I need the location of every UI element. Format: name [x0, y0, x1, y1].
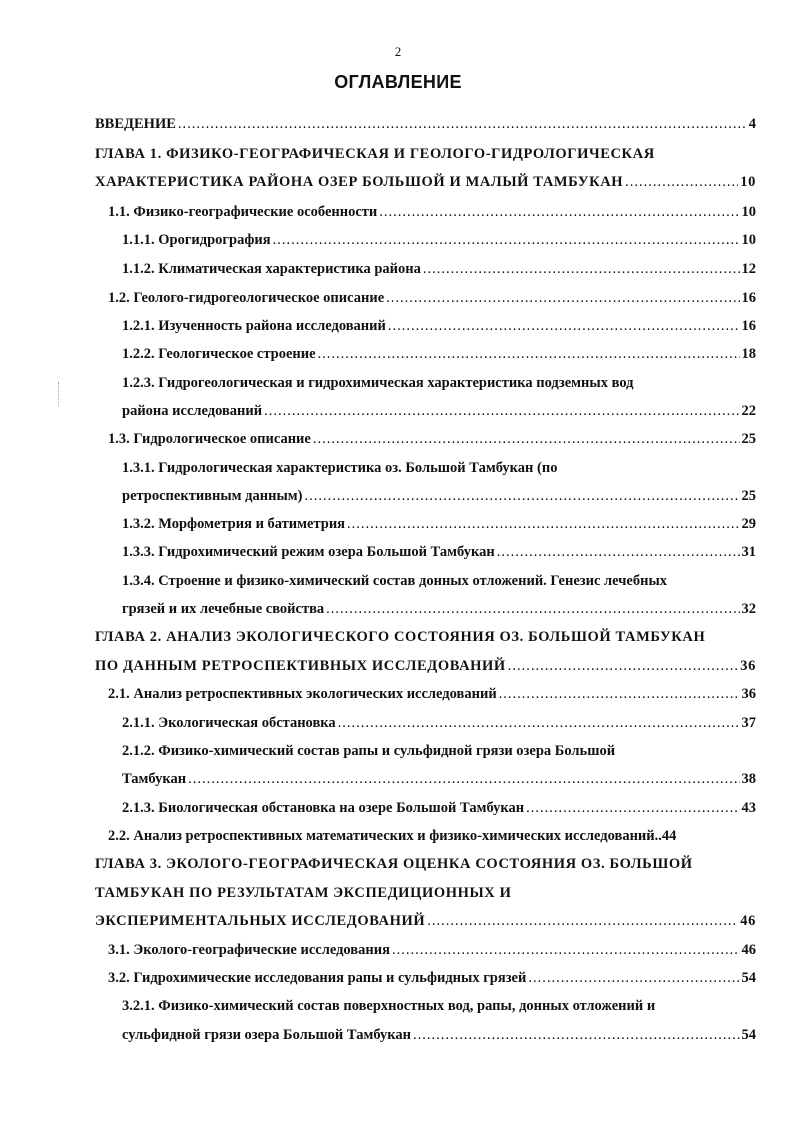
- toc-entry-page: 25: [741, 488, 756, 504]
- toc-entry-1-2-3[interactable]: [122, 375, 634, 392]
- toc-entry-text: ГЛАВА 3. ЭКОЛОГО-ГЕОГРАФИЧЕСКАЯ ОЦЕНКА СОСТОЯНИЯ ОЗ. БОЛЬШОЙ: [95, 856, 693, 872]
- toc-entry-page: 29: [741, 516, 756, 532]
- toc-entry-chapter-3-cont-2[interactable]: [95, 913, 756, 930]
- toc-entry-text: 2.1.2. Физико-химический состав рапы и сульфидной грязи озера Большой: [122, 743, 616, 759]
- toc-entry-page: 10: [740, 174, 756, 190]
- toc-entry-text: 1.3.2. Морфометрия и батиметрия: [122, 516, 346, 532]
- toc-entry-page: 4: [748, 116, 756, 132]
- toc-entry-page: 44: [661, 828, 677, 844]
- dot-leader: [379, 204, 739, 221]
- toc-entry-text: ЭКСПЕРИМЕНТАЛЬНЫХ ИССЛЕДОВАНИЙ: [95, 913, 426, 929]
- toc-entry-1-3-3[interactable]: [122, 544, 756, 561]
- dot-leader: [318, 346, 740, 363]
- toc-entry-page: 25: [741, 431, 756, 447]
- dot-leader: [528, 970, 739, 987]
- toc-entry-page: 46: [741, 942, 756, 958]
- toc-entry-2-1-1[interactable]: [122, 715, 756, 732]
- dot-leader: [305, 488, 740, 505]
- toc-entry-1-3[interactable]: [108, 431, 756, 448]
- toc-entry-text: ТАМБУКАН ПО РЕЗУЛЬТАТАМ ЭКСПЕДИЦИОННЫХ И: [95, 885, 512, 901]
- toc-entry-3-1[interactable]: [108, 942, 756, 959]
- toc-entry-page: 36: [740, 658, 756, 674]
- toc-entry-chapter-2[interactable]: [95, 629, 705, 646]
- toc-entry-text: Тамбукан: [122, 771, 187, 787]
- toc-entry-1-1[interactable]: [108, 204, 756, 221]
- toc-entry-text: 1.2.1. Изученность района исследований: [122, 318, 386, 334]
- toc-entry-text: 3.1. Эколого-географические исследования: [108, 942, 390, 958]
- toc-entry-text: 1.1.1. Орогидрография: [122, 232, 271, 248]
- dot-leader: [178, 116, 747, 133]
- dot-leader: [264, 403, 739, 420]
- dot-leader: [386, 290, 739, 307]
- dot-leader: [497, 544, 740, 561]
- toc-entry-chapter-1[interactable]: [95, 146, 655, 163]
- toc-entry-text: ХАРАКТЕРИСТИКА РАЙОНА ОЗЕР БОЛЬШОЙ И МАЛЫЙ ТАМБУКАН: [95, 174, 624, 190]
- toc-entry-3-2-1-cont[interactable]: [122, 1027, 756, 1044]
- toc-entry-page: 32: [741, 601, 756, 617]
- toc-entry-text: ГЛАВА 1. ФИЗИКО-ГЕОГРАФИЧЕСКАЯ И ГЕОЛОГО-ГИДРОЛОГИЧЕСКАЯ: [95, 146, 655, 162]
- dot-leader: [273, 232, 740, 249]
- toc-entry-text: 1.1.2. Климатическая характеристика района: [122, 261, 421, 277]
- toc-entry-page: 12: [741, 261, 756, 277]
- toc-entry-text: 1.2. Геолого-гидрогеологическое описание: [108, 290, 385, 306]
- toc-entry-chapter-3[interactable]: [95, 856, 693, 873]
- toc-entry-text: 1.3.1. Гидрологическая характеристика оз. Большой Тамбукан (по: [122, 460, 558, 476]
- toc-entry-text: сульфидной грязи озера Большой Тамбукан: [122, 1027, 412, 1043]
- toc-entry-chapter-3-cont-1[interactable]: [95, 885, 511, 902]
- dot-leader: [625, 174, 738, 191]
- toc-entry-text: района исследований: [122, 403, 263, 419]
- toc-entry-text: 3.2.1. Физико-химический состав поверхностных вод, рапы, донных отложений и: [122, 998, 656, 1014]
- toc-entry-2-2[interactable]: [108, 828, 756, 845]
- toc-entry-1-3-1[interactable]: [122, 460, 557, 477]
- dot-leader: [423, 261, 740, 278]
- toc-entry-page: 38: [741, 771, 756, 787]
- toc-entry-1-2[interactable]: [108, 290, 756, 307]
- toc-entry-page: 43: [741, 800, 756, 816]
- toc-entry-3-2-1[interactable]: [122, 998, 655, 1015]
- toc-entry-text: ПО ДАННЫМ РЕТРОСПЕКТИВНЫХ ИССЛЕДОВАНИЙ: [95, 658, 506, 674]
- toc-entry-text: ретроспективным данным): [122, 488, 303, 504]
- dot-leader: [392, 942, 740, 959]
- toc-entry-page: 54: [741, 1027, 756, 1043]
- toc-entry-page: 46: [740, 913, 756, 929]
- scan-artifact: [58, 382, 60, 406]
- dot-leader: [347, 516, 739, 533]
- dot-leader: [388, 318, 740, 335]
- toc-entry-page: 16: [741, 290, 756, 306]
- toc-entry-text: ГЛАВА 2. АНАЛИЗ ЭКОЛОГИЧЕСКОГО СОСТОЯНИЯ ОЗ. БОЛЬШОЙ ТАМБУКАН: [95, 629, 706, 645]
- toc-entry-page: 18: [741, 346, 756, 362]
- toc-entry-2-1-2-cont[interactable]: [122, 771, 756, 788]
- toc-entry-chapter-1-cont[interactable]: [95, 174, 756, 191]
- toc-entry-2-1-3[interactable]: [122, 800, 756, 817]
- dot-leader: [526, 800, 739, 817]
- toc-entry-1-3-2[interactable]: [122, 516, 756, 533]
- toc-entry-text: 2.1.1. Экологическая обстановка: [122, 715, 336, 731]
- toc-entry-text: 2.2. Анализ ретроспективных математических и физико-химических исследований..: [108, 828, 662, 844]
- dot-leader: [188, 771, 739, 788]
- dot-leader: [427, 913, 738, 930]
- toc-entry-text: 2.1.3. Биологическая обстановка на озере Большой Тамбукан: [122, 800, 525, 816]
- toc-entry-1-3-4-cont[interactable]: [122, 601, 756, 618]
- toc-entry-chapter-2-cont[interactable]: [95, 658, 756, 675]
- dot-leader: [499, 686, 740, 703]
- page-number: 2: [394, 44, 402, 59]
- toc-entry-1-3-1-cont[interactable]: [122, 488, 756, 505]
- dot-leader: [326, 601, 739, 618]
- toc-entry-1-3-4[interactable]: [122, 573, 667, 590]
- toc-entry-text: 1.3.3. Гидрохимический режим озера Большой Тамбукан: [122, 544, 495, 560]
- toc-entry-text: 1.3.4. Строение и физико-химический состав донных отложений. Генезис лечебных: [122, 573, 668, 589]
- toc-entry-text: 1.2.3. Гидрогеологическая и гидрохимическая характеристика подземных вод: [122, 375, 634, 391]
- toc-entry-text: грязей и их лечебные свойства: [122, 601, 325, 617]
- toc-entry-page: 16: [741, 318, 756, 334]
- dot-leader: [338, 715, 740, 732]
- dot-leader: [508, 658, 739, 675]
- toc-entry-page: 10: [741, 204, 756, 220]
- toc-entry-1-2-1[interactable]: [122, 318, 756, 335]
- toc-entry-2-1-2[interactable]: [122, 743, 615, 760]
- toc-entry-page: 10: [741, 232, 756, 248]
- toc-entry-text: 1.2.2. Геологическое строение: [122, 346, 316, 362]
- toc-entry-3-2[interactable]: [108, 970, 756, 987]
- toc-entry-page: 22: [741, 403, 756, 419]
- toc-entry-page: 37: [741, 715, 756, 731]
- toc-entry-text: 1.3. Гидрологическое описание: [108, 431, 311, 447]
- dot-leader: [313, 431, 740, 448]
- toc-entry-page: 36: [741, 686, 756, 702]
- toc-entry-1-2-2[interactable]: [122, 346, 756, 363]
- toc-entry-introduction[interactable]: [95, 116, 756, 133]
- toc-entry-1-1-1[interactable]: [122, 232, 756, 249]
- toc-entry-text: 2.1. Анализ ретроспективных экологических исследований: [108, 686, 497, 702]
- toc-entry-page: 54: [741, 970, 756, 986]
- toc-entry-1-2-3-cont[interactable]: [122, 403, 756, 420]
- toc-entry-1-1-2[interactable]: [122, 261, 756, 278]
- toc-entry-2-1[interactable]: [108, 686, 756, 703]
- toc-entry-text: 1.1. Физико-географические особенности: [108, 204, 378, 220]
- page-title: ОГЛАВЛЕНИЕ: [334, 72, 462, 92]
- toc-entry-text: ВВЕДЕНИЕ: [95, 116, 176, 132]
- toc-entry-page: 31: [741, 544, 756, 560]
- toc-entry-text: 3.2. Гидрохимические исследования рапы и сульфидных грязей: [108, 970, 527, 986]
- dot-leader: [413, 1027, 739, 1044]
